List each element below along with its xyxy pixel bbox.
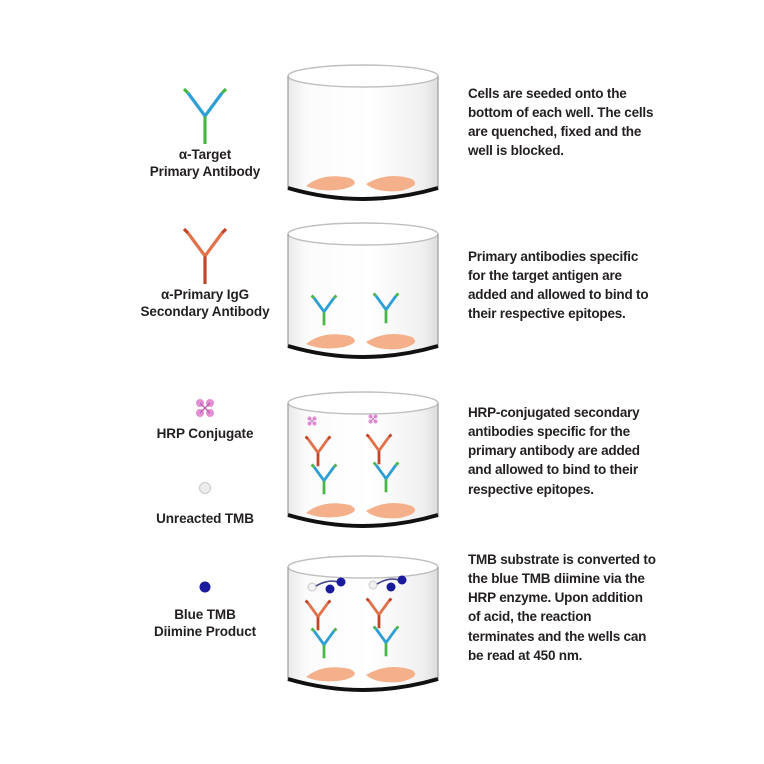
legend-step-2: [120, 225, 290, 321]
legend-label-step-2: α-Primary IgG Secondary Antibody: [140, 287, 270, 319]
description-step-3: HRP-conjugated secondary antibodies specific for the primary antibody are added and allowed to bind to their respective epitopes.: [468, 405, 640, 497]
antibody-secondary-icon: [120, 225, 290, 287]
tmb-blue-icon: [120, 567, 290, 607]
hrp-conjugate-icon: [120, 390, 290, 426]
tmb-unreacted-icon: [120, 465, 290, 511]
legend-step-1: [120, 85, 290, 181]
workflow-step-4: [0, 545, 764, 695]
legend-label-step-1: α-Target Primary Antibody: [149, 147, 261, 179]
legend-label-step-3: HRP Conjugate: [156, 426, 254, 441]
antibody-primary-icon: [120, 85, 290, 147]
well-step-4: [278, 551, 448, 701]
legend-label-step-4: Blue TMB Diimine Product: [153, 607, 256, 639]
legend-label-step-3-secondary: Unreacted TMB: [156, 510, 254, 526]
workflow-step-3: [0, 385, 764, 550]
description-step-2: Primary antibodies specific for the target antigen are added and allowed to bind to their respective epitopes.: [468, 249, 649, 322]
legend-step-4: [120, 567, 290, 641]
well-step-3: [278, 377, 448, 537]
legend-step-3: [120, 390, 290, 528]
well-step-2: [278, 218, 448, 368]
description-step-1: Cells are seeded onto the bottom of each well. The cells are quenched, fixed and the well is blocked.: [468, 86, 654, 159]
workflow-step-1: [0, 60, 764, 220]
description-step-4: TMB substrate is converted to the blue TMB diimine via the HRP enzyme. Upon addition of acid, the reaction terminates and the wells can be read at 450 nm.: [468, 552, 656, 663]
well-step-1: [278, 60, 448, 210]
